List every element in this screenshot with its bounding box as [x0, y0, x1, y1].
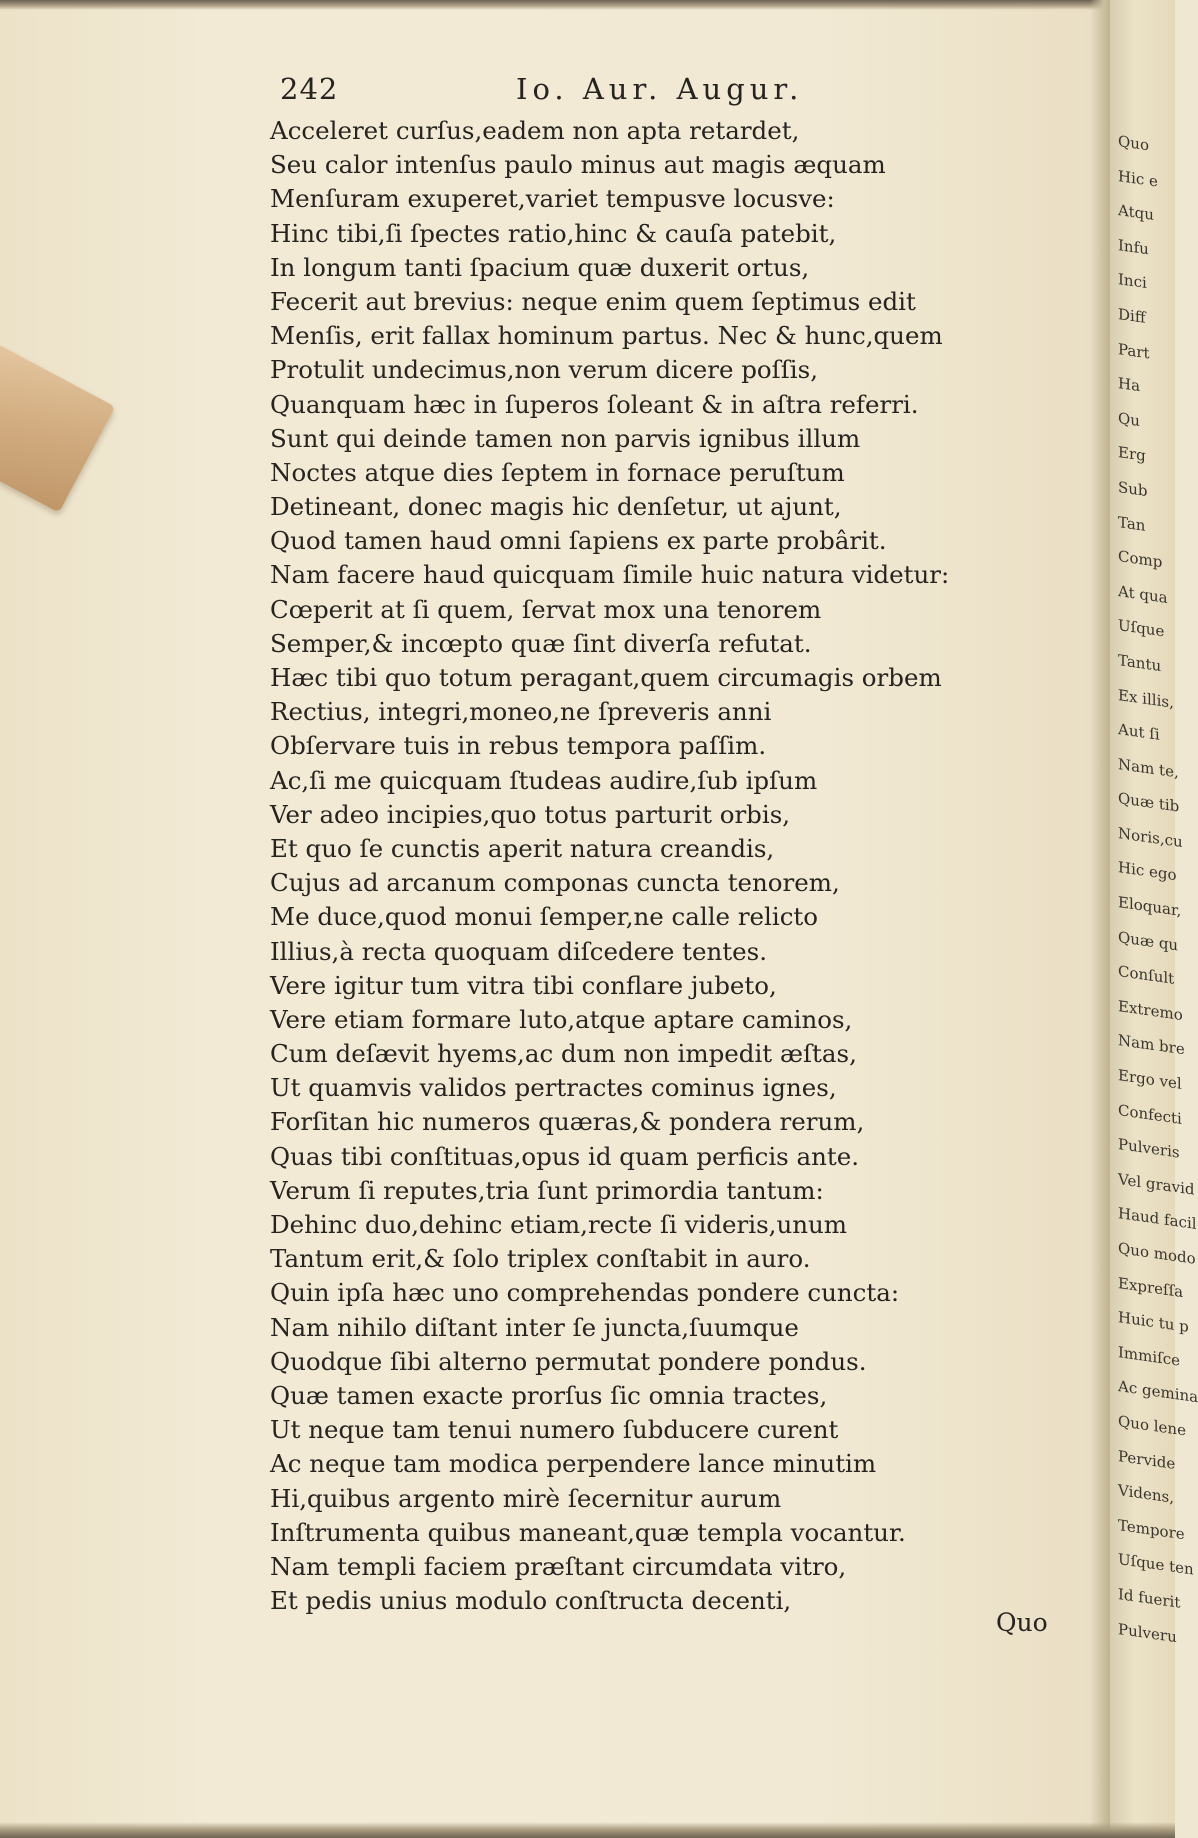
verse-line: Verum ſi reputes,tria ſunt primordia tantum: — [270, 1175, 824, 1205]
facing-page-fragment: Uſque — [1118, 616, 1165, 641]
facing-page-fragment: Sub — [1118, 477, 1148, 501]
facing-page-fragment: Quo lene — [1118, 1411, 1186, 1440]
facing-page-fragment: Quæ qu — [1118, 927, 1179, 955]
verse-line: Me duce,quod monui ſemper,ne calle relicto — [270, 902, 819, 932]
verse-line: Tantum erit,& ſolo triplex conſtabit in auro. — [270, 1244, 811, 1274]
facing-page-fragment: Aut ſi — [1118, 720, 1160, 744]
facing-page-fragment: Id fuerit — [1118, 1584, 1181, 1612]
verse-line: Ver adeo incipies,quo totus parturit orbis, — [270, 799, 791, 829]
facing-page-text-fragments — [1118, 128, 1198, 1650]
verse-line: Vere igitur tum vitra tibi conflare jubeto, — [270, 970, 777, 1000]
verse-line: Protulit undecimus,non verum dicere poſſis, — [270, 355, 818, 385]
verse-line: Ac,ſi me quicquam ſtudeas audire,ſub ipſum — [270, 765, 818, 795]
facing-page-fragment: Huic tu p — [1118, 1308, 1189, 1337]
facing-page-fragment: At qua — [1118, 581, 1168, 607]
paper-bookmark-strip — [0, 343, 115, 512]
facing-page-fragment: Hic ego — [1118, 858, 1177, 885]
facing-page-fragment: Extremo — [1118, 996, 1183, 1024]
verse-line: Inſtrumenta quibus maneant,quæ templa vocantur. — [270, 1517, 906, 1547]
verse-line: Fecerit aut brevius: neque enim quem ſeptimus edit — [270, 286, 916, 316]
page-top-edge-shadow — [0, 0, 1175, 10]
facing-page-fragment: Pervide — [1118, 1446, 1176, 1473]
facing-page-fragment: Uſque ten — [1118, 1550, 1194, 1579]
verse-line: Cum deſævit hyems,ac dum non impedit æſtas, — [270, 1039, 857, 1069]
verse-line: Hinc tibi,ſi ſpectes ratio,hinc & cauſa patebit, — [270, 218, 837, 248]
facing-page-fragment: Quo modo — [1118, 1238, 1196, 1268]
verse-line: Sunt qui deinde tamen non parvis ignibus illum — [270, 423, 861, 453]
facing-page-fragment: Inci — [1118, 270, 1147, 293]
facing-page-fragment: Eloquar, — [1118, 893, 1182, 920]
page-number: 242 — [280, 72, 339, 106]
facing-page-fragment: Quo — [1118, 131, 1149, 155]
verse-line: Noctes atque dies ſeptem in fornace peruſtum — [270, 457, 845, 487]
verse-line: Ac neque tam modica perpendere lance minutim — [270, 1449, 877, 1479]
facing-page-fragment: Ex illis, — [1118, 685, 1174, 712]
facing-page-fragment: Noris,cu — [1118, 823, 1183, 851]
verse-line: Seu calor intenſus paulo minus aut magis æquam — [270, 150, 886, 180]
verse-line: Detineant, donec magis hic denſetur, ut ajunt, — [270, 492, 842, 522]
verse-line: Semper,& incœpto quæ ſint diverſa refutat. — [270, 628, 812, 658]
facing-page-fragment: Tan — [1118, 512, 1146, 535]
verse-line: Acceleret curſus,eadem non apta retardet, — [270, 116, 800, 145]
verse-line: Quas tibi conſtituas,opus id quam perficis ante. — [270, 1141, 860, 1171]
facing-page-fragment: Quæ tib — [1118, 789, 1180, 816]
verse-line: Quodque ſibi alterno permutat pondere pondus. — [270, 1346, 867, 1376]
verse-line: Quin ipſa hæc uno comprehendas pondere cuncta: — [270, 1278, 900, 1308]
verse-line: Cœperit at ſi quem, ſervat mox una tenorem — [270, 594, 822, 624]
facing-page-fragment: Ha — [1118, 374, 1141, 396]
verse-line: Ut quamvis validos pertractes cominus ignes, — [270, 1073, 837, 1103]
facing-page-fragment: Pulveris — [1118, 1135, 1180, 1162]
verse-line: Rectius, integri,moneo,ne ſpreveris anni — [270, 697, 772, 727]
verse-line: Menſuram exuperet,variet tempusve locusve: — [270, 184, 835, 214]
facing-page-fragment: Tantu — [1118, 650, 1162, 675]
verse-line: In longum tanti ſpacium quæ duxerit ortus, — [270, 252, 810, 282]
verse-line: Nam nihilo diſtant inter ſe juncta,ſuumque — [270, 1312, 799, 1342]
facing-page-fragment: Expreſſa — [1118, 1273, 1184, 1301]
facing-page-fragment: Confecti — [1118, 1100, 1182, 1128]
verse-line: Ut neque tam tenui numero ſubducere curent — [270, 1415, 839, 1445]
facing-page-fragment: Immiſce — [1118, 1342, 1180, 1370]
facing-page-fragment: Comp — [1118, 547, 1163, 572]
verse-line: Dehinc duo,dehinc etiam,recte ſi videris,unum — [270, 1210, 848, 1239]
verse-line: Menſis, erit fallax hominum partus. Nec & hunc,quem — [270, 321, 943, 351]
facing-page-fragment: Atqu — [1118, 201, 1154, 225]
verse-line: Et quo ſe cunctis aperit natura creandis, — [270, 833, 775, 863]
facing-page-fragment: Ac gemina — [1118, 1377, 1198, 1407]
verse-line: Et pedis unius modulo conſtructa decenti, — [270, 1586, 792, 1616]
facing-page-fragment: Hic e — [1118, 166, 1158, 191]
facing-page-fragment: Tempore — [1118, 1515, 1185, 1544]
facing-page-fragment: Nam bre — [1118, 1031, 1185, 1059]
verse-line: Vere etiam formare luto,atque aptare caminos, — [270, 1004, 853, 1034]
facing-page-fragment: Nam te, — [1118, 754, 1179, 782]
facing-page-fragment: Erg — [1118, 443, 1146, 466]
verse-line: Nam templi faciem præſtant circumdata vitro, — [270, 1551, 847, 1581]
verse-line: Obſervare tuis in rebus tempora paſſim. — [270, 731, 767, 761]
page-bottom-edge-shadow — [0, 1822, 1175, 1838]
facing-page-fragment: Infu — [1118, 235, 1149, 259]
facing-page-fragment: Pulveru — [1118, 1619, 1177, 1646]
verse-line: Hi,quibus argento mirè ſecernitur aurum — [270, 1483, 782, 1513]
facing-page-fragment: Ergo vel — [1118, 1066, 1182, 1093]
catchword: Quo — [996, 1608, 1048, 1637]
running-title: Io. Aur. Augur. — [516, 72, 804, 106]
verse-line: Quanquam hæc in ſuperos ſoleant & in aſtra referri. — [270, 389, 919, 419]
verse-line: Forſitan hic numeros quæras,& pondera rerum, — [270, 1107, 865, 1137]
verse-text-block — [270, 114, 1000, 1618]
facing-page-fragment: Conſult — [1118, 962, 1175, 989]
page-header — [280, 72, 1060, 112]
facing-page-fragment: Part — [1118, 339, 1150, 362]
facing-page-fragment: Qu — [1118, 408, 1140, 430]
verse-line: Quod tamen haud omni ſapiens ex parte probârit. — [270, 526, 887, 556]
facing-page-fragment: Videns, — [1118, 1481, 1174, 1508]
verse-line: Illius,à recta quoquam diſcedere tentes. — [270, 936, 768, 966]
facing-page-fragment: Vel gravid — [1118, 1169, 1195, 1199]
verse-line: Nam facere haud quicquam ſimile huic natura videtur: — [270, 560, 950, 590]
facing-page-fragment: Diff — [1118, 304, 1146, 327]
verse-line: Hæc tibi quo totum peragant,quem circumagis orbem — [270, 663, 942, 692]
verse-line: Cujus ad arcanum componas cuncta tenorem, — [270, 868, 840, 898]
facing-page-fragment: Haud facil — [1118, 1204, 1197, 1234]
verse-line: Quæ tamen exacte prorſus ſic omnia tractes, — [270, 1380, 828, 1410]
